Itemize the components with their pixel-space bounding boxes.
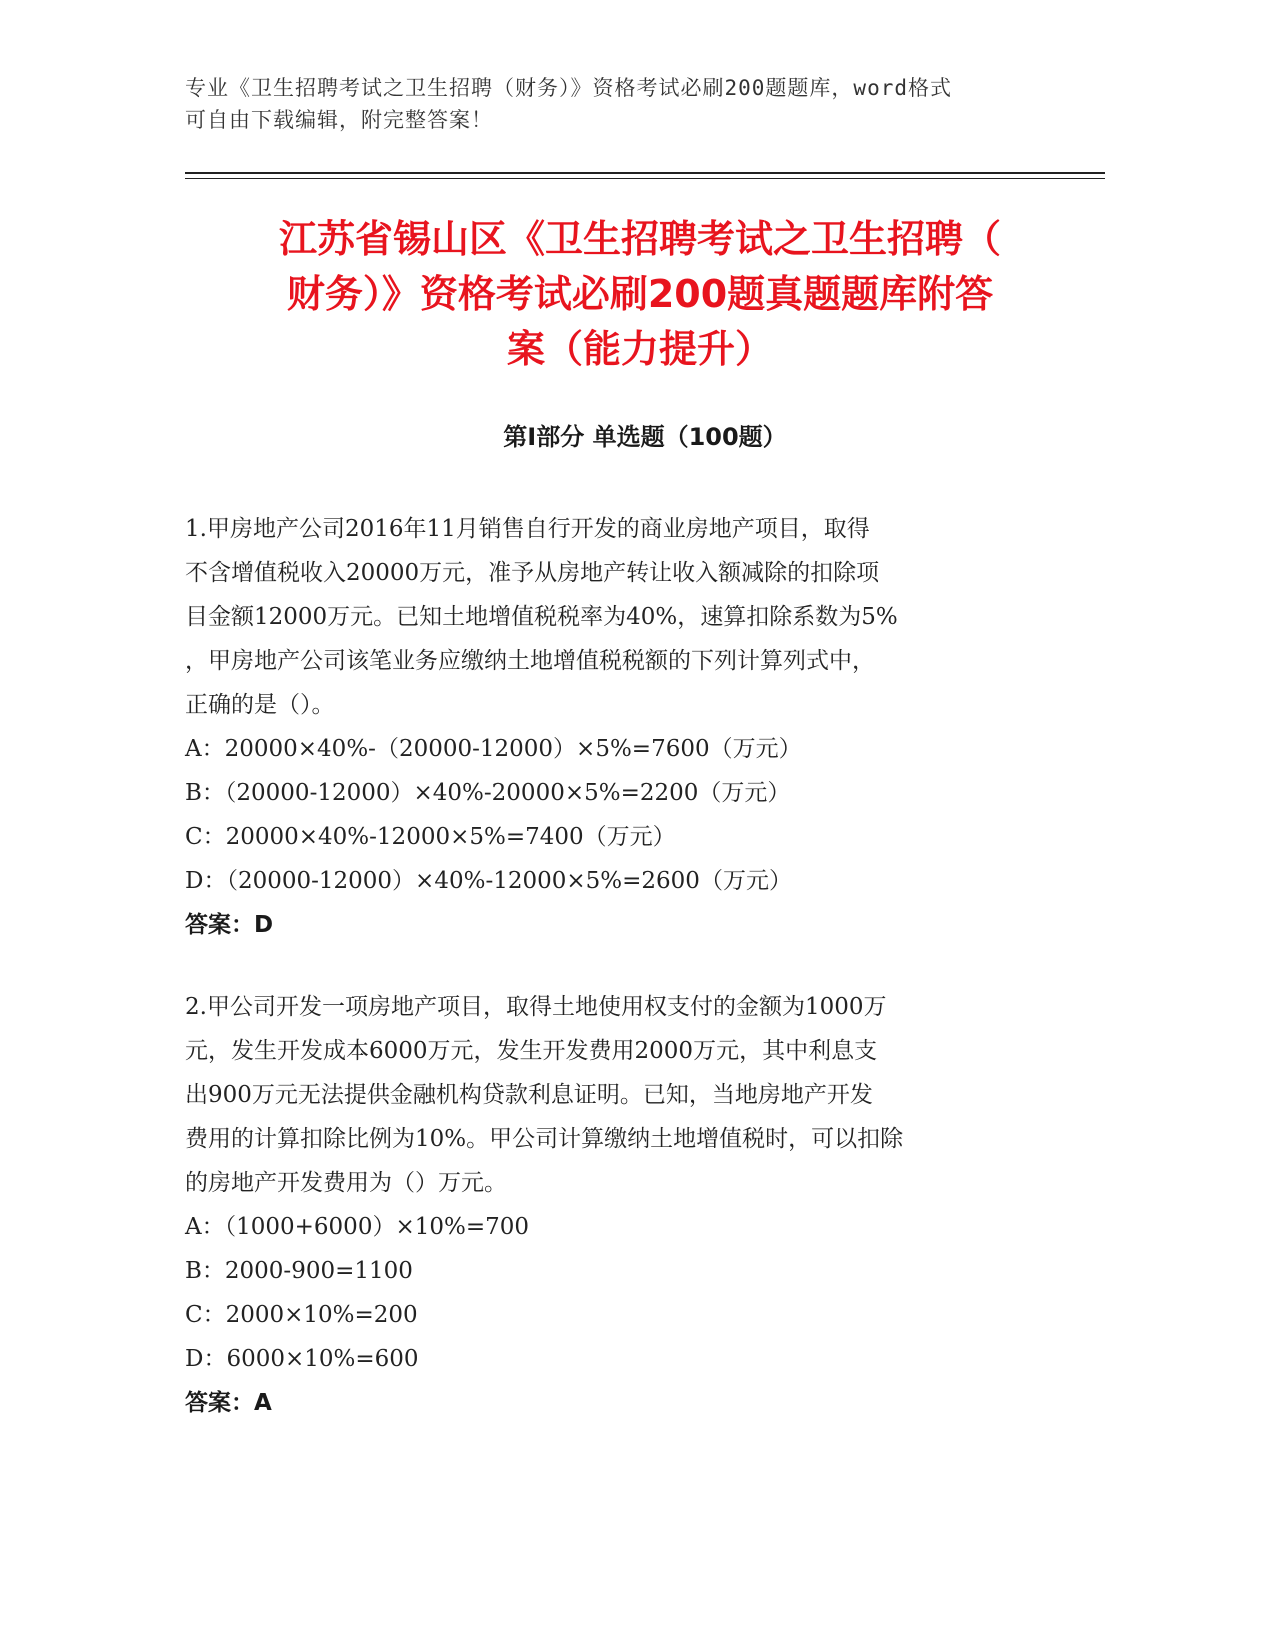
document-title-line: 江苏省锡山区《卫生招聘考试之卫生招聘（ bbox=[278, 217, 1001, 261]
question-stem-line: 元，发生开发成本6000万元，发生开发费用2000万元，其中利息支 bbox=[185, 1038, 878, 1064]
option-a: A：20000×40%-（20000-12000）×5%=7600（万元） bbox=[185, 736, 802, 762]
question-stem-line: 正确的是（）。 bbox=[185, 692, 335, 718]
option-b: B：2000-900=1100 bbox=[185, 1258, 413, 1284]
question-stem-line: 不含增值税收入20000万元，准予从房地产转让收入额减除的扣除项 bbox=[185, 560, 880, 586]
header-note bbox=[185, 72, 1065, 136]
question-stem-line: 2.甲公司开发一项房地产项目，取得土地使用权支付的金额为1000万 bbox=[185, 994, 887, 1020]
header-divider-thin bbox=[185, 178, 1105, 179]
document-title bbox=[170, 212, 1110, 377]
header-note-line: 专业《卫生招聘考试之卫生招聘（财务）》资格考试必刷200题题库，word格式 bbox=[185, 76, 952, 100]
question-stem-line: 的房地产开发费用为（）万元。 bbox=[185, 1170, 507, 1196]
option-c: C：20000×40%-12000×5%=7400（万元） bbox=[185, 824, 676, 850]
option-c: C：2000×10%=200 bbox=[185, 1302, 418, 1328]
question-stem-line: 出900万元无法提供金融机构贷款利息证明。已知，当地房地产开发 bbox=[185, 1082, 873, 1108]
question-block bbox=[185, 985, 1065, 1425]
question-stem-line: 费用的计算扣除比例为10%。甲公司计算缴纳土地增值税时，可以扣除 bbox=[185, 1126, 904, 1152]
option-a: A：（1000+6000）×10%=700 bbox=[185, 1214, 530, 1240]
question-block bbox=[185, 507, 1065, 947]
question-stem-line: 1.甲房地产公司2016年11月销售自行开发的商业房地产项目，取得 bbox=[185, 516, 870, 542]
document-title-line: 财务）》资格考试必刷200题真题题库附答 bbox=[286, 272, 994, 316]
header-note-line: 可自由下载编辑，附完整答案！ bbox=[185, 108, 493, 132]
option-d: D：6000×10%=600 bbox=[185, 1346, 419, 1372]
header-divider-thick bbox=[185, 172, 1105, 174]
section-title: 第Ⅰ部分 单选题（100题） bbox=[503, 423, 787, 451]
answer-text: 答案：D bbox=[185, 912, 274, 938]
document-title-line: 案（能力提升） bbox=[506, 327, 773, 371]
option-d: D：（20000-12000）×40%-12000×5%=2600（万元） bbox=[185, 868, 792, 894]
question-stem-line: 目金额12000万元。已知土地增值税税率为40%，速算扣除系数为5% bbox=[185, 604, 898, 630]
answer-text: 答案：A bbox=[185, 1390, 272, 1416]
option-b: B：（20000-12000）×40%-20000×5%=2200（万元） bbox=[185, 780, 791, 806]
question-stem-line: ，甲房地产公司该笔业务应缴纳土地增值税税额的下列计算列式中， bbox=[185, 648, 875, 674]
